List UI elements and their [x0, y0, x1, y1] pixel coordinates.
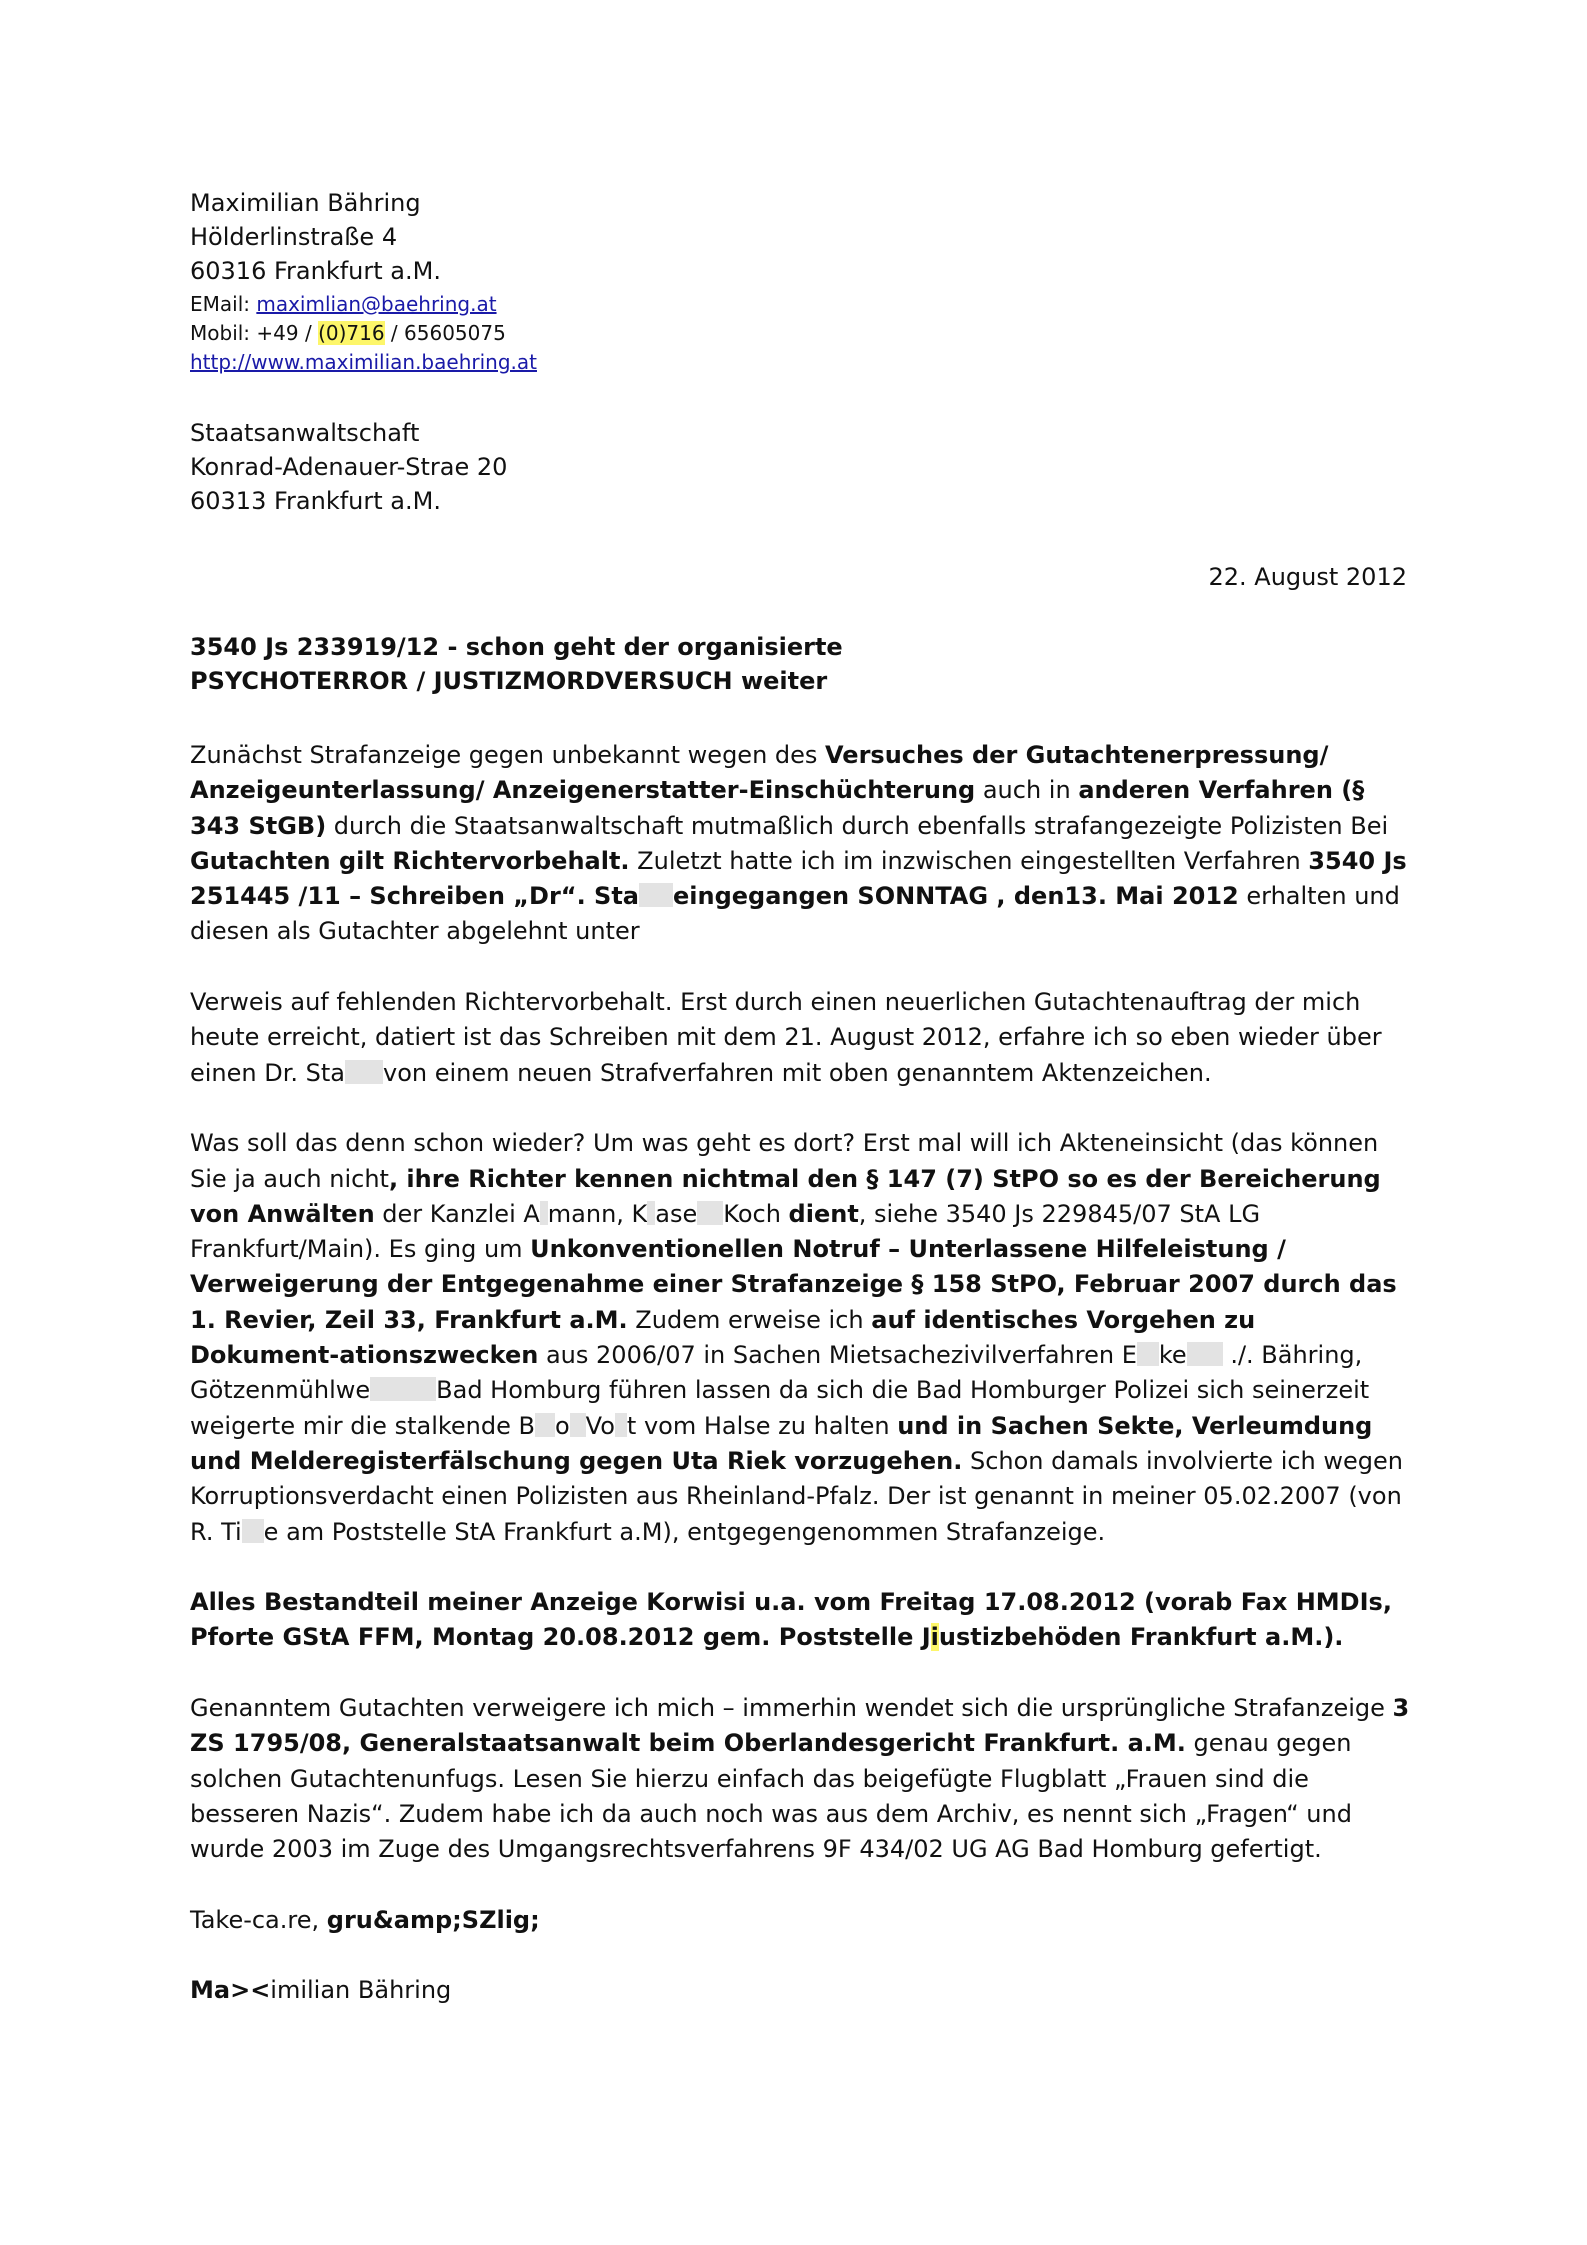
- p3-text-13: Vo: [585, 1411, 615, 1440]
- p3-text-1: Was soll das denn schon wieder? Um was geht es dort? Erst mal will ich Akteneinsicht (das können Sie ja auch nicht: [190, 1129, 1379, 1193]
- p1-bold-4b: eingegangen SONNTAG , den13. Mai 2012: [673, 882, 1239, 911]
- paragraph-2: [190, 985, 1410, 1091]
- paragraph-4: [190, 1585, 1410, 1656]
- p3-text-7: Zudem erweise ich: [627, 1305, 872, 1334]
- p3-bold-1: , ihre Richter kennen nichtmal den § 147 (7) StPO so es der Bereicherung von Anwälten: [190, 1164, 1381, 1228]
- p1-text-1: Zunächst Strafanzeige gegen unbekannt wegen des: [190, 741, 826, 769]
- p1-bold-1: Versuches der Gutachtenerpressung/ Anzeigeunterlassung/ Anzeigenerstatter-Einschüchterung: [190, 741, 1329, 805]
- recipient-city: 60313 Frankfurt a.M.: [190, 487, 441, 515]
- signature-text: imilian Bähring: [270, 1976, 452, 2005]
- subject-line-2: PSYCHOTERROR / JUSTIZMORDVERSUCH weiter: [190, 667, 828, 695]
- p3-text-9: ke: [1158, 1341, 1187, 1370]
- redaction-block: [570, 1413, 586, 1437]
- p3-bold-5: und in Sachen Sekte, Verleumdung und Melderegisterfälschung gegen Uta Riek vorzugehen.: [190, 1411, 1373, 1475]
- email-label: EMail:: [190, 292, 257, 316]
- website-link[interactable]: http://www.maximilian.baehring.at: [190, 350, 537, 374]
- subject: [190, 630, 1440, 698]
- p2-text-1: Verweis auf fehlenden Richtervorbehalt. Erst durch einen neuerlichen Gutachtenauftrag der mich heute erreicht, datiert ist das Schreiben mit dem 21. August 2012, erfahre ich so eben wieder über einen Dr. Sta: [190, 988, 1382, 1087]
- redaction-block: [615, 1413, 627, 1437]
- recipient-street: Konrad-Adenauer-Strae 20: [190, 453, 508, 481]
- sender-mobile-line: [190, 319, 537, 348]
- p3-text-6: , siehe 3540 Js 229845/07 StA LG Frankfurt/Main). Es ging um: [190, 1199, 1261, 1264]
- letter-body: [190, 738, 1410, 2044]
- p1-text-2: auch in: [975, 776, 1079, 805]
- redaction-block: [639, 883, 673, 907]
- letter-date: 22. August 2012: [1208, 563, 1407, 591]
- signature: [190, 1973, 1410, 2008]
- redaction-block: [697, 1201, 723, 1225]
- closing-bold: gru&amp;SZlig;: [326, 1905, 540, 1934]
- recipient-name: Staatsanwaltschaft: [190, 419, 420, 447]
- sender-block: [190, 186, 537, 377]
- p4-bold-2: ustizbehöden Frankfurt a.M.).: [938, 1623, 1344, 1652]
- p1-bold-4a: 3540 Js 251445 /11 – Schreiben „Dr“. Sta: [190, 846, 1407, 911]
- sender-website-line: [190, 348, 537, 377]
- mobile-prefix: Mobil: +49 /: [190, 321, 319, 345]
- p3-text-11: Bad Homburg führen lassen da sich die Bad Homburger Polizei sich seinerzeit weigerte mir die stalkende B: [190, 1376, 1370, 1440]
- closing-text: Take-ca.re,: [190, 1905, 327, 1934]
- redaction-block: [345, 1060, 383, 1084]
- p4-bold-1: Alles Bestandteil meiner Anzeige Korwisi u.a. vom Freitag 17.08.2012 (vorab Fax HMDIs, Pforte GStA FFM, Montag 20.08.2012 gem. Poststelle J: [190, 1588, 1392, 1652]
- paragraph-5: [190, 1691, 1410, 1867]
- p3-text-5: Koch: [723, 1199, 789, 1228]
- redaction-block: [1187, 1342, 1223, 1366]
- p3-text-8: aus 2006/07 in Sachen Mietsachezivilverfahren E: [538, 1341, 1137, 1370]
- mobile-rest: / 65605075: [384, 321, 506, 345]
- p3-text-14: t vom Halse zu halten: [626, 1411, 898, 1440]
- p3-bold-2: dient: [788, 1199, 859, 1228]
- p1-text-3: durch die Staatsanwaltschaft mutmaßlich durch ebenfalls strafangezeigte Polizisten Bei: [326, 811, 1389, 840]
- p1-bold-2: anderen Verfahren (§ 343 StGB): [190, 776, 1365, 840]
- redaction-block: [1137, 1342, 1159, 1366]
- p1-bold-3: Gutachten gilt Richtervorbehalt.: [190, 846, 630, 875]
- p3-text-4: ase: [655, 1199, 698, 1228]
- redaction-block: [242, 1519, 264, 1543]
- p5-text-2: genau gegen solchen Gutachtenunfugs. Lesen Sie hierzu einfach das beigefügte Flugblatt „Frauen sind die besseren Nazis“. Zudem habe ich da auch noch was aus dem Archiv, es nennt sich „Fragen“ und wurde 2003 im Zuge des Umgangsrechtsverfahrens 9F 434/02 UG AG Bad Homburg gefertigt.: [190, 1729, 1352, 1864]
- p4-highlight: i: [930, 1623, 939, 1652]
- p5-text-1: Genanntem Gutachten verweigere ich mich – immerhin wendet sich die ursprüngliche Strafanzeige: [190, 1694, 1393, 1723]
- mobile-area-highlight: (0)716: [318, 321, 385, 345]
- sender-street: Hölderlinstraße 4: [190, 223, 398, 251]
- p3-text-12: o: [554, 1411, 570, 1440]
- p1-text-4: Zuletzt hatte ich im inzwischen eingestellten Verfahren: [629, 846, 1309, 875]
- sender-city: 60316 Frankfurt a.M.: [190, 257, 441, 285]
- p3-text-16: e am Poststelle StA Frankfurt a.M), entgegengenommen Strafanzeige.: [263, 1517, 1106, 1546]
- subject-line-1: 3540 Js 233919/12 - schon geht der organisierte: [190, 633, 843, 661]
- p5-bold-1: 3 ZS 1795/08, Generalstaatsanwalt beim Oberlandesgericht Frankfurt. a.M.: [190, 1694, 1410, 1758]
- p1-text-5: erhalten und diesen als Gutachter abgelehnt unter: [190, 882, 1400, 946]
- redaction-block: [540, 1201, 548, 1225]
- p3-text-3: mann, K: [547, 1199, 648, 1228]
- p3-bold-4: auf identisches Vorgehen zu Dokument-ationszwecken: [190, 1305, 1256, 1370]
- redaction-block: [535, 1413, 555, 1437]
- paragraph-1: [190, 738, 1410, 950]
- signature-bold: Ma><: [190, 1976, 271, 2005]
- p3-bold-3: Unkonventionellen Notruf – Unterlassene Hilfeleistung / Verweigerung der Entgegenahme einer Strafanzeige § 158 StPO, Februar 2007 durch das 1. Revier, Zeil 33, Frankfurt a.M.: [190, 1235, 1397, 1334]
- sender-name: Maximilian Bähring: [190, 189, 421, 217]
- p2-text-2: von einem neuen Strafverfahren mit oben genanntem Aktenzeichen.: [383, 1058, 1212, 1087]
- p3-text-15: Schon damals involvierte ich wegen Korruptionsverdacht einen Polizisten aus Rheinland-Pfalz. Der ist genannt in meiner 05.02.2007 (von R. Ti: [190, 1446, 1403, 1546]
- p3-text-10: ./. Bähring, Götzenmühlwe: [190, 1341, 1363, 1405]
- redaction-block: [370, 1377, 436, 1401]
- sender-email-line: [190, 290, 537, 319]
- email-link[interactable]: maximlian@baehring.at: [256, 292, 497, 316]
- recipient-block: [190, 416, 507, 518]
- p3-text-2: der Kanzlei A: [374, 1199, 540, 1228]
- paragraph-3: [190, 1126, 1410, 1550]
- closing: [190, 1903, 1410, 1938]
